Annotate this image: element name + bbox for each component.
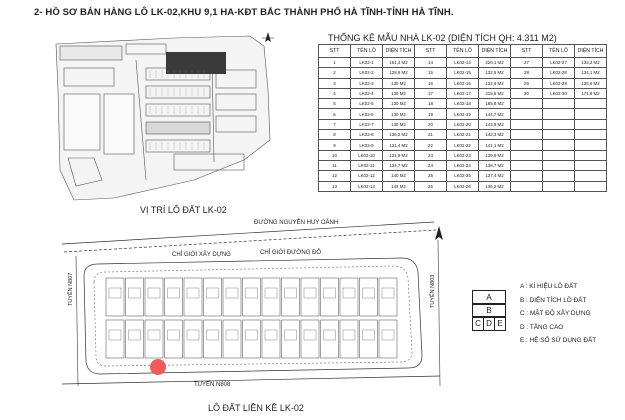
table-cell [543,140,575,150]
stats-header-cell: DIỆN TÍCH [383,45,415,58]
table-cell: 13 [319,181,351,191]
table-cell: 140 M2 [383,171,415,181]
table-cell [511,109,543,119]
lot-label-box [285,288,297,298]
table-row [319,58,607,68]
lot-parcel [204,320,222,358]
table-cell [543,130,575,140]
north-arrow-icon [262,32,274,42]
table-cell: 27 [511,58,543,68]
lot-label-box [382,288,394,298]
table-row [319,78,607,88]
table-cell: 4 [319,88,351,98]
lot-parcel [321,278,339,316]
table-cell: LK02-22 [447,140,479,150]
lot-parcel [184,320,202,358]
lot-label-box [304,330,316,340]
table-cell: 130 M2 [383,88,415,98]
lot-parcel [243,320,261,358]
road-line-label: CHỈ GIỚI ĐƯỜNG ĐỎ [260,250,322,256]
table-row [319,99,607,109]
table-cell: LK02-14 [447,58,479,68]
table-cell: 21 [415,130,447,140]
table-cell: 135,6 M2 [575,78,607,88]
legend-item: B : DIỆN TÍCH LÔ ĐẤT [520,296,587,304]
table-cell: 136,2 M2 [479,181,511,191]
table-cell: 18 [415,99,447,109]
table-cell: 215,5 M2 [479,88,511,98]
table-cell: LK02-28 [543,68,575,78]
lot-parcel [126,320,144,358]
table-cell: 132,6 M2 [479,78,511,88]
lot-label-box [168,288,180,298]
road-bottom-label: TUYẾN N808 [194,382,231,388]
table-cell: 174,9 M2 [575,88,607,98]
table-cell: LK02-9 [351,140,383,150]
table-cell: LK02-16 [447,78,479,88]
table-cell: 15 [415,68,447,78]
table-cell: 130 M2 [383,109,415,119]
table-cell: 12 [319,171,351,181]
lot-parcel [301,320,319,358]
stats-table [318,44,607,192]
table-cell [575,150,607,160]
table-cell: LK02-12 [351,171,383,181]
lot-label-box [207,288,219,298]
table-cell: 5 [319,99,351,109]
lot-parcel [282,278,300,316]
legend-b: B [472,303,506,318]
lot-label-box [265,288,277,298]
lot-label-box [109,288,121,298]
table-cell: LK02-15 [447,68,479,78]
table-cell [543,119,575,129]
table-cell: 8 [319,130,351,140]
table-cell: 17 [415,88,447,98]
table-cell: 16 [415,78,447,88]
table-cell: 11 [319,160,351,170]
lot-parcel [360,320,378,358]
table-cell: 28 [511,68,543,78]
table-cell [575,130,607,140]
lot-label-box [382,330,394,340]
table-cell [511,140,543,150]
lot-parcel [379,320,397,358]
table-cell: 132,5 M2 [479,68,511,78]
lot-parcel [145,278,163,316]
legend-d: D [483,316,495,331]
table-cell [511,99,543,109]
table-cell: 19 [415,109,447,119]
lot-label-box [343,288,355,298]
table-cell: 130 M2 [383,119,415,129]
table-cell [543,160,575,170]
lot-label-box [226,330,238,340]
location-marker [150,359,166,375]
lot-label-box [324,288,336,298]
lot-parcel [340,320,358,358]
table-cell: 25 [415,171,447,181]
table-cell: LK02-23 [447,150,479,160]
table-cell: LK02-8 [351,130,383,140]
table-cell: 14 [415,58,447,68]
lot-parcel [301,278,319,316]
table-cell [511,171,543,181]
table-cell [543,99,575,109]
legend-item: E : HỆ SỐ SỬ DỤNG ĐẤT [520,337,597,344]
lot-parcel [243,278,261,316]
table-cell: 142,3 M2 [479,130,511,140]
stats-header-cell: STT [511,45,543,58]
table-cell [575,160,607,170]
lot-label-box [246,330,258,340]
lot-label-box [265,330,277,340]
table-cell [543,150,575,160]
table-cell: LK02-13 [351,181,383,191]
table-cell: 185,8 M2 [479,99,511,109]
table-row [319,160,607,170]
stats-header-cell: TÊN LÔ [543,45,575,58]
lot-parcel [106,278,124,316]
table-row [319,171,607,181]
table-row [319,88,607,98]
lot-parcel [106,320,124,358]
site-caption: VỊ TRÍ LÔ ĐẤT LK-02 [140,205,227,215]
table-cell: 130 M2 [383,78,415,88]
lot-label-box [129,288,141,298]
table-row [319,109,607,119]
table-cell: 161,4 M2 [383,58,415,68]
lot-parcel [340,278,358,316]
table-cell [511,119,543,129]
lot-parcel [204,278,222,316]
table-row [319,150,607,160]
table-cell: 220,1 M2 [479,58,511,68]
table-cell [511,160,543,170]
stats-header-row [319,45,607,58]
lot-label-box [363,288,375,298]
site-location-plan [54,30,290,202]
table-row [319,140,607,150]
table-row [319,130,607,140]
stats-header-cell: TÊN LÔ [447,45,479,58]
table-cell [511,181,543,191]
table-row [319,119,607,129]
lot-parcel [360,278,378,316]
table-cell: LK02-25 [447,171,479,181]
stats-header-cell: DIỆN TÍCH [479,45,511,58]
lot-label-box [304,288,316,298]
lot-parcel [145,320,163,358]
stats-header-cell: TÊN LÔ [351,45,383,58]
table-cell: 10 [319,150,351,160]
stats-header-cell: DIỆN TÍCH [575,45,607,58]
lot-label-box [148,288,160,298]
table-cell: 131,9 M2 [383,150,415,160]
table-cell: 138,7 M2 [479,160,511,170]
lot-parcel [379,278,397,316]
table-cell [543,109,575,119]
build-line-label: CHỈ GIỚI XÂY DỰNG [172,252,231,258]
table-cell: LK02-21 [447,130,479,140]
table-cell: LK02-1 [351,58,383,68]
table-cell: 134,1 M2 [575,68,607,78]
legend-e: E [494,316,506,331]
table-cell: 136,2 M2 [383,130,415,140]
table-cell [575,109,607,119]
table-cell: LK02-20 [447,119,479,129]
table-cell [575,140,607,150]
table-cell: 22 [415,140,447,150]
table-cell: 141,1 M2 [479,140,511,150]
table-cell: 143,9 M2 [479,119,511,129]
lot-parcel [321,320,339,358]
stats-header-cell: STT [415,45,447,58]
lot-caption: LÔ ĐẤT LIỀN KỀ LK-02 [208,403,304,413]
table-cell: 20 [415,119,447,129]
lot-label-box [109,330,121,340]
table-cell: 9 [319,140,351,150]
table-cell: 134,7 M2 [383,160,415,170]
lot-parcel [165,320,183,358]
table-cell: 3 [319,78,351,88]
road-left-label: TUYẾN N807 [68,272,74,306]
lot-label-box [168,330,180,340]
table-cell: LK02-30 [543,88,575,98]
table-cell: LK02-18 [447,99,479,109]
legend-key [472,290,506,332]
lot-label-box [187,330,199,340]
table-cell: 7 [319,119,351,129]
lot-label-box [207,330,219,340]
lot-parcel [184,278,202,316]
table-cell: LK02-11 [351,160,383,170]
lot-parcel [223,320,241,358]
legend-item: A : KÍ HIỆU LÔ ĐẤT [520,283,578,290]
table-cell: 139,9 M2 [479,150,511,160]
table-cell: LK02-10 [351,150,383,160]
stats-header-cell: STT [319,45,351,58]
table-cell [575,99,607,109]
page-title: 2- HỒ SƠ BÁN HÀNG LÔ LK-02,KHU 9,1 HA-KĐT BẮC THÀNH PHỐ HÀ TĨNH-TỈNH HÀ TĨNH. [34,7,454,18]
table-cell: 23 [415,150,447,160]
lot-label-box [148,330,160,340]
table-cell: LK02-2 [351,68,383,78]
legend-item: D : TẦNG CAO [520,323,564,331]
table-cell: LK02-27 [543,58,575,68]
lot-label-box [343,330,355,340]
road-right-label: TUYẾN N803 [430,274,436,308]
legend-list [520,280,596,348]
legend-a: A [472,290,506,305]
table-cell: 133,2 M2 [575,58,607,68]
table-cell: 128,9 M2 [383,68,415,78]
table-cell [575,119,607,129]
lot-parcel [262,278,280,316]
table-cell: 30 [511,88,543,98]
legend-item: C : MẬT ĐỘ XÂY DỰNG [520,310,591,317]
legend-c: C [472,316,484,331]
lot-parcel [262,320,280,358]
table-cell: 131,4 M2 [383,140,415,150]
table-cell: 6 [319,109,351,119]
lot-label-box [285,330,297,340]
table-cell: LK02-24 [447,160,479,170]
lot-label-box [226,288,238,298]
table-cell: LK02-17 [447,88,479,98]
table-cell [575,181,607,191]
table-cell [511,130,543,140]
table-cell: LK02-5 [351,99,383,109]
lot-parcel [165,278,183,316]
table-cell: LK02-4 [351,88,383,98]
table-cell: LK02-7 [351,119,383,129]
table-cell [543,171,575,181]
table-cell: 29 [511,78,543,88]
table-cell: LK02-6 [351,109,383,119]
table-cell: 1 [319,58,351,68]
table-cell: 144,7 M2 [479,109,511,119]
lot-parcel [126,278,144,316]
table-cell: LK02-29 [543,78,575,88]
table-cell: LK02-19 [447,109,479,119]
table-cell: 130 M2 [383,99,415,109]
table-cell: 137,4 M2 [479,171,511,181]
table-cell: 2 [319,68,351,78]
lot-label-box [187,288,199,298]
lot-label-box [324,330,336,340]
lot-parcel [282,320,300,358]
lot-label-box [246,288,258,298]
table-cell: LK02-26 [447,181,479,191]
stats-title: THỐNG KÊ MẪU NHÀ LK-02 (DIỆN TÍCH QH: 4.311 M2) [328,33,557,43]
table-cell [543,181,575,191]
table-cell [575,171,607,181]
lot-parcel [223,278,241,316]
table-cell: 26 [415,181,447,191]
north-arrow-plan-icon [435,226,443,240]
table-cell: 24 [415,160,447,170]
table-row [319,181,607,191]
lot-plan [54,216,458,396]
road-top-label: ĐƯỜNG NGUYỄN HUY OÁNH [254,220,339,226]
table-cell: LK02-3 [351,78,383,88]
table-cell: 143 M2 [383,181,415,191]
table-row [319,68,607,78]
lot-label-box [363,330,375,340]
table-cell [511,150,543,160]
lot-label-box [129,330,141,340]
lot-grid [106,278,397,358]
